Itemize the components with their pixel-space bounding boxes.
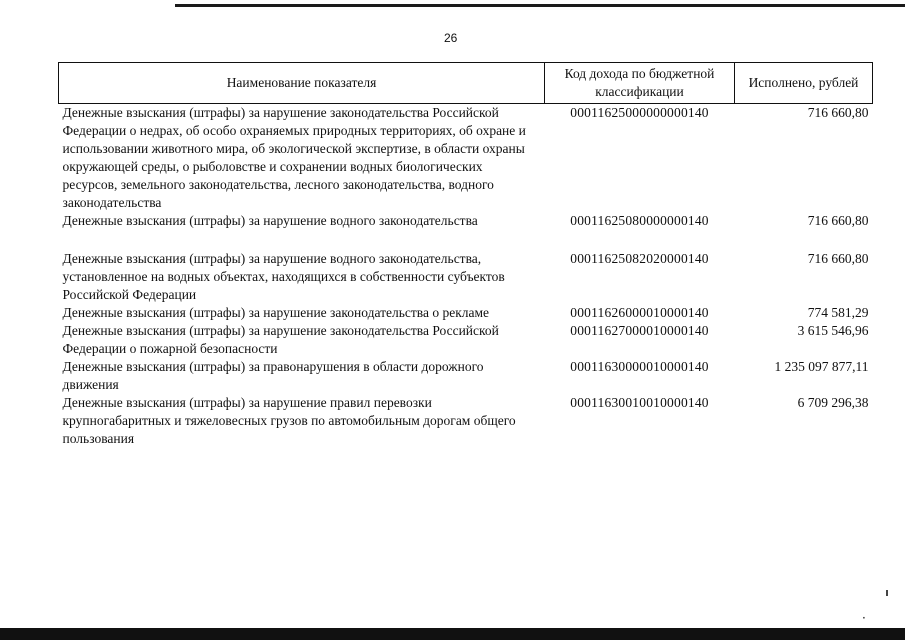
row-amount: 716 660,80 [807, 105, 869, 120]
table-row [59, 250, 873, 304]
scan-speck: · [862, 611, 866, 625]
table-row [59, 104, 873, 213]
row-amount: 6 709 296,38 [797, 395, 869, 410]
header-executed-amount: Исполнено, рублей [735, 63, 873, 104]
row-amount: 716 660,80 [807, 251, 869, 266]
row-amount: 1 235 097 877,11 [774, 359, 869, 374]
revenue-table [58, 62, 873, 448]
row-code: 00011625080000000140 [570, 213, 709, 228]
row-code: 00011625082020000140 [570, 251, 709, 266]
row-name: Денежные взыскания (штрафы) за правонарушения в области дорожного движения [62, 359, 484, 392]
scan-mark [886, 590, 888, 596]
row-code: 00011630000010000140 [570, 359, 709, 374]
table-row [59, 212, 873, 250]
row-name: Денежные взыскания (штрафы) за нарушение водного законодательства [62, 213, 478, 228]
page-number: 26 [444, 31, 458, 45]
row-amount: 774 581,29 [807, 305, 869, 320]
header-income-code: Код дохода по бюджетной классификации [545, 63, 735, 104]
row-code: 00011627000010000140 [570, 323, 709, 338]
row-code: 00011625000000000140 [570, 105, 709, 120]
scan-border-top [175, 4, 905, 7]
table-row [59, 394, 873, 448]
row-name: Денежные взыскания (штрафы) за нарушение законодательства Российской Федерации о недрах, об особо охраняемых природных территориях, об охране и использовании животного мира, об экологической экспертизе, в области охраны окружающей среды, о рыболовстве и сохранении водных биологических ресурсов, земельного законодательства, лесного законодательства, водного законодательства [62, 105, 526, 210]
row-name: Денежные взыскания (штрафы) за нарушение законодательства о рекламе [62, 305, 490, 320]
table-row [59, 304, 873, 322]
row-code: 00011626000010000140 [570, 305, 709, 320]
row-name: Денежные взыскания (штрафы) за нарушение законодательства Российской Федерации о пожарной безопасности [62, 323, 499, 356]
row-name: Денежные взыскания (штрафы) за нарушение водного законодательства, установленное на водных объектах, находящихся в собственности субъектов Российской Федерации [62, 251, 505, 302]
row-amount: 716 660,80 [807, 213, 869, 228]
table-header-row [59, 63, 873, 104]
row-amount: 3 615 546,96 [797, 323, 869, 338]
table-row [59, 358, 873, 394]
table-row [59, 322, 873, 358]
row-code: 00011630010010000140 [570, 395, 709, 410]
row-name: Денежные взыскания (штрафы) за нарушение правил перевозки крупногабаритных и тяжеловесных грузов по автомобильным дорогам общего пользования [62, 395, 516, 446]
scan-border-bottom [0, 628, 905, 640]
header-indicator-name: Наименование показателя [59, 63, 545, 104]
